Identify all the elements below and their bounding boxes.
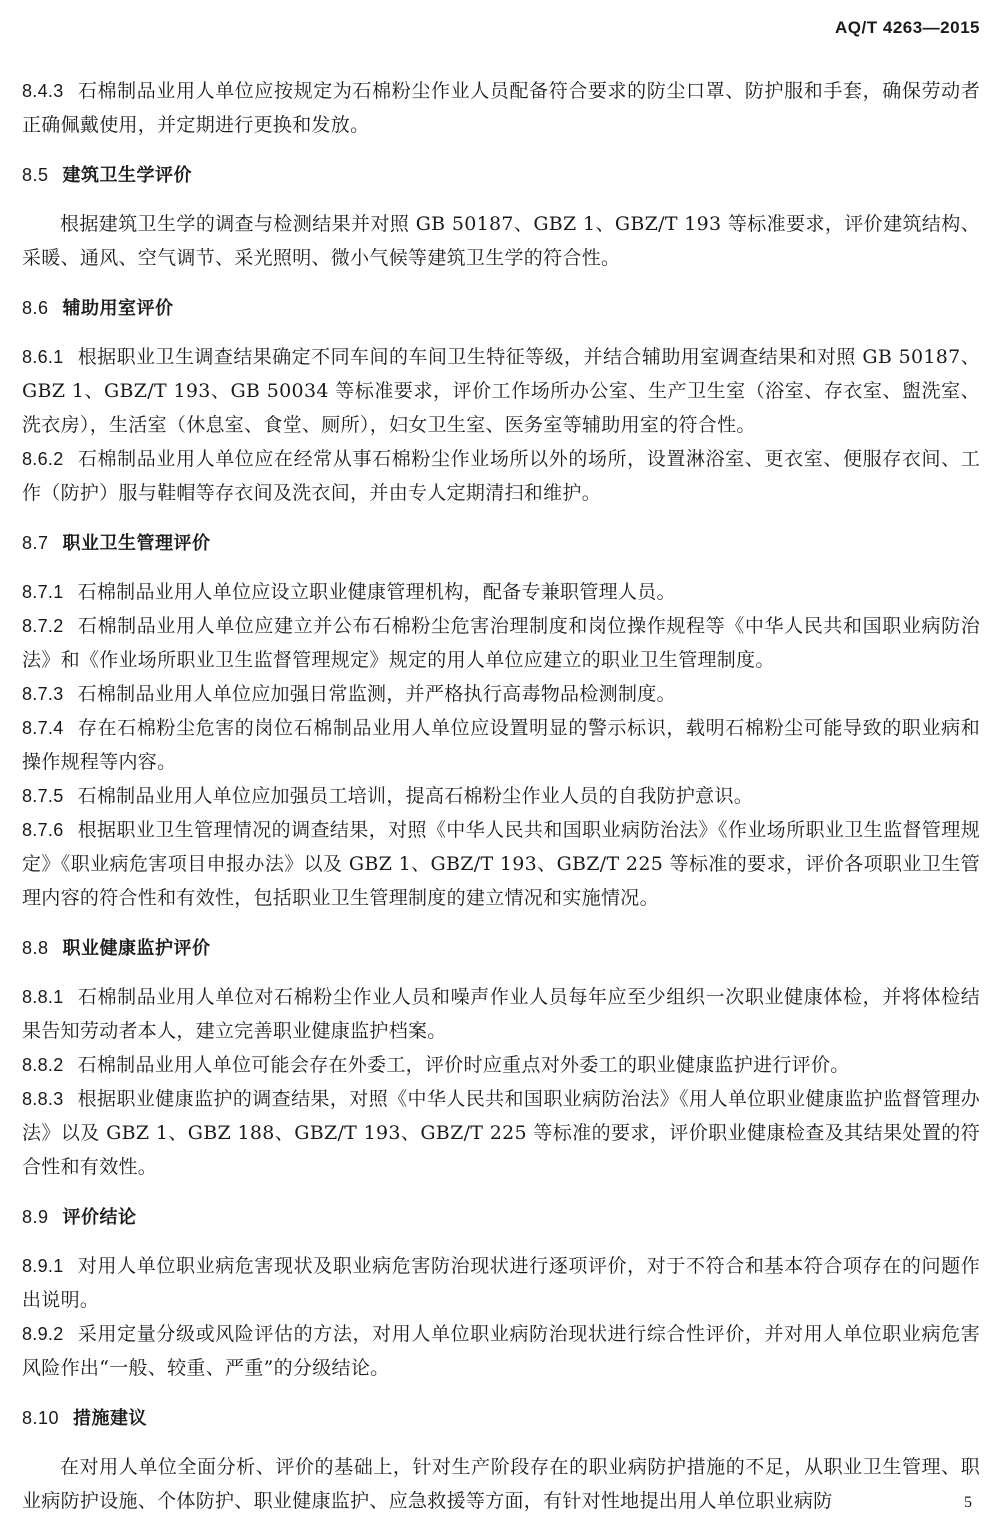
clause-number: 8.7.3 (22, 684, 64, 704)
clause-paragraph (22, 1249, 980, 1317)
section-heading (22, 526, 980, 561)
clause-number: 8.7.1 (22, 582, 64, 602)
section-heading (22, 158, 980, 193)
clause-paragraph (22, 677, 980, 711)
clause-paragraph (22, 1048, 980, 1082)
clause-text: 存在石棉粉尘危害的岗位石棉制品业用人单位应设置明显的警示标识，载明石棉粉尘可能导致的职业病和操作规程等内容。 (22, 717, 980, 773)
clause-number: 8.7.4 (22, 718, 64, 738)
clause-paragraph (22, 980, 980, 1048)
clause-paragraph (22, 813, 980, 915)
clause-paragraph (22, 1082, 980, 1184)
standard-code: AQ/T 4263—2015 (835, 18, 980, 37)
section-heading (22, 1401, 980, 1436)
heading-text: 措施建议 (73, 1408, 148, 1429)
document-body (22, 74, 980, 1518)
clause-number: 8.9.2 (22, 1324, 64, 1344)
page-number: 5 (964, 1494, 972, 1511)
clause-number: 8.10 (22, 1408, 60, 1428)
clause-number: 8.8.2 (22, 1055, 64, 1075)
clause-number: 8.5 (22, 165, 49, 185)
section-heading (22, 291, 980, 326)
clause-number: 8.4.3 (22, 81, 64, 101)
clause-text: 石棉制品业用人单位应在经常从事石棉粉尘作业场所以外的场所，设置淋浴室、更衣室、便服存衣间、工作（防护）服与鞋帽等存衣间及洗衣间，并由专人定期清扫和维护。 (22, 448, 980, 504)
clause-paragraph (22, 575, 980, 609)
clause-text: 根据职业卫生调查结果确定不同车间的车间卫生特征等级，并结合辅助用室调查结果和对照 GB 50187、GBZ 1、GBZ/T 193、GB 50034 等标准要求，评价工作场所办公室、生产卫生室（浴室、存衣室、盥洗室、洗衣房），生活室（休息室、食堂、厕所），妇女卫生室、医务室等辅助用室的符合性。 (22, 346, 980, 436)
clause-number: 8.8.1 (22, 987, 64, 1007)
clause-text: 石棉制品业用人单位应建立并公布石棉粉尘危害治理制度和岗位操作规程等《中华人民共和国职业病防治法》和《作业场所职业卫生监督管理规定》规定的用人单位应建立的职业卫生管理制度。 (22, 615, 980, 671)
clause-paragraph (22, 609, 980, 677)
clause-text: 根据职业健康监护的调查结果，对照《中华人民共和国职业病防治法》《用人单位职业健康监护监督管理办法》以及 GBZ 1、GBZ 188、GBZ/T 193、GBZ/T 225 等标准的要求，评价职业健康检查及其结果处置的符合性和有效性。 (22, 1088, 980, 1178)
clause-text: 石棉制品业用人单位应加强日常监测，并严格执行高毒物品检测制度。 (77, 683, 676, 705)
clause-number: 8.7.2 (22, 616, 64, 636)
clause-number: 8.6.1 (22, 347, 64, 367)
clause-paragraph (22, 1317, 980, 1385)
clause-number: 8.7 (22, 533, 49, 553)
clause-number: 8.9.1 (22, 1256, 64, 1276)
clause-paragraph (22, 74, 980, 142)
clause-number: 8.8 (22, 938, 49, 958)
body-paragraph (22, 207, 980, 275)
heading-text: 评价结论 (62, 1207, 137, 1228)
clause-text: 对用人单位职业病危害现状及职业病危害防治现状进行逐项评价，对于不符合和基本符合项存在的问题作出说明。 (22, 1255, 980, 1311)
clause-text: 根据职业卫生管理情况的调查结果，对照《中华人民共和国职业病防治法》《作业场所职业卫生监督管理规定》《职业病危害项目申报办法》以及 GBZ 1、GBZ/T 193、GBZ/T 225 等标准的要求，评价各项职业卫生管理内容的符合性和有效性，包括职业卫生管理制度的建立情况和实施情况。 (22, 819, 980, 909)
clause-text: 石棉制品业用人单位可能会存在外委工，评价时应重点对外委工的职业健康监护进行评价。 (77, 1054, 850, 1076)
clause-number: 8.6.2 (22, 449, 64, 469)
clause-text: 采用定量分级或风险评估的方法，对用人单位职业病防治现状进行综合性评价，并对用人单位职业病危害风险作出“一般、较重、严重”的分级结论。 (22, 1323, 980, 1379)
body-paragraph (22, 1450, 980, 1518)
clause-paragraph (22, 442, 980, 510)
clause-text: 根据建筑卫生学的调查与检测结果并对照 GB 50187、GBZ 1、GBZ/T 193 等标准要求，评价建筑结构、采暖、通风、空气调节、采光照明、微小气候等建筑卫生学的符合性。 (22, 213, 980, 269)
clause-number: 8.8.3 (22, 1089, 64, 1109)
clause-number: 8.9 (22, 1207, 49, 1227)
heading-text: 职业健康监护评价 (62, 938, 211, 959)
heading-text: 职业卫生管理评价 (62, 533, 211, 554)
clause-text: 石棉制品业用人单位应加强员工培训，提高石棉粉尘作业人员的自我防护意识。 (77, 785, 754, 807)
section-heading (22, 931, 980, 966)
clause-paragraph (22, 711, 980, 779)
clause-number: 8.7.6 (22, 820, 64, 840)
clause-text: 石棉制品业用人单位对石棉粉尘作业人员和噪声作业人员每年应至少组织一次职业健康体检，并将体检结果告知劳动者本人，建立完善职业健康监护档案。 (22, 986, 980, 1042)
clause-paragraph (22, 779, 980, 813)
clause-number: 8.7.5 (22, 786, 64, 806)
clause-paragraph (22, 340, 980, 442)
heading-text: 建筑卫生学评价 (62, 165, 193, 186)
clause-number: 8.6 (22, 298, 49, 318)
clause-text: 石棉制品业用人单位应设立职业健康管理机构，配备专兼职管理人员。 (77, 581, 676, 603)
clause-text: 在对用人单位全面分析、评价的基础上，针对生产阶段存在的职业病防护措施的不足，从职业卫生管理、职业病防护设施、个体防护、职业健康监护、应急救援等方面，有针对性地提出用人单位职业病防 (22, 1456, 980, 1512)
heading-text: 辅助用室评价 (62, 298, 174, 319)
clause-text: 石棉制品业用人单位应按规定为石棉粉尘作业人员配备符合要求的防尘口罩、防护服和手套，确保劳动者正确佩戴使用，并定期进行更换和发放。 (22, 80, 980, 136)
section-heading (22, 1200, 980, 1235)
